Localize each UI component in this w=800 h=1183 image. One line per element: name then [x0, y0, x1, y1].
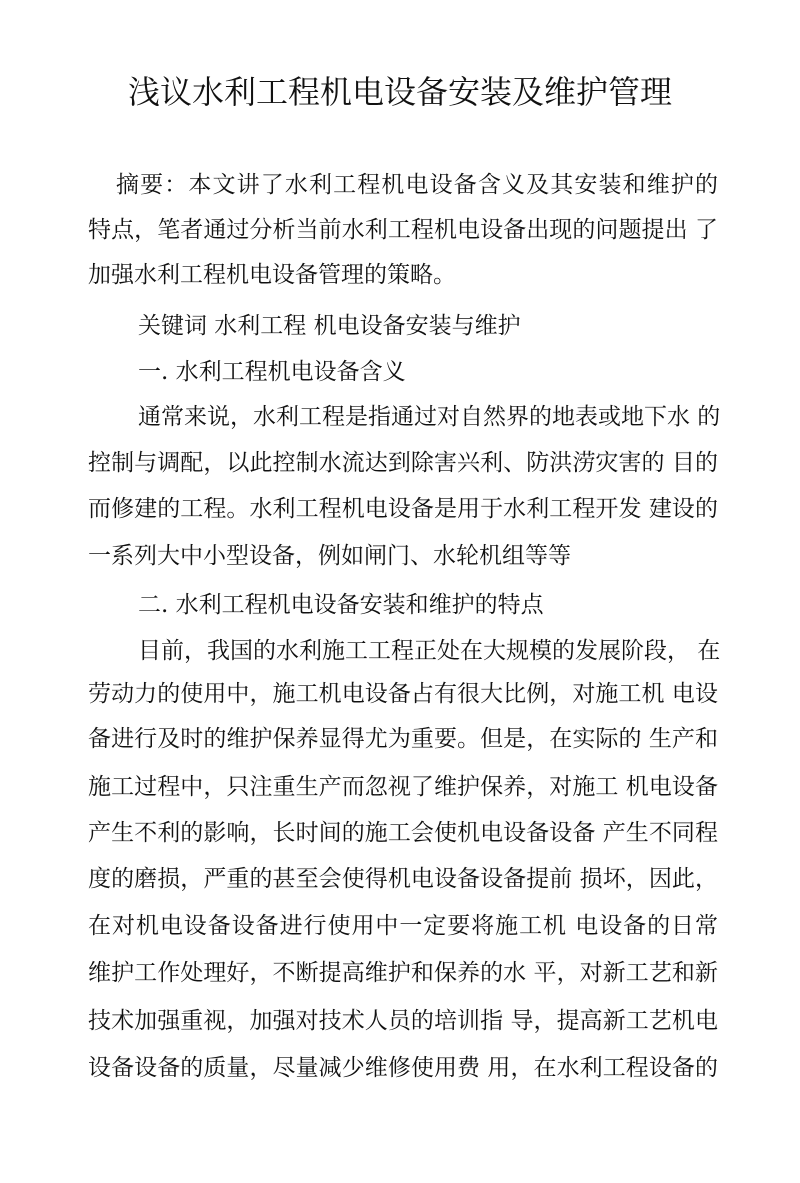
paragraph-line: 维护工作处理好，不断提高维护和保养的水 平，对新工艺和新: [88, 960, 718, 986]
paragraph-line: 备进行及时的维护保养显得尤为重要。但是，在实际的 生产和: [88, 726, 718, 752]
section-heading: 二. 水利工程机电设备安装和维护的特点: [138, 592, 544, 618]
paragraph-line: 在对机电设备设备进行使用中一定要将施工机 电设备的日常: [88, 913, 718, 939]
keywords-line: 关键词 水利工程 机电设备安装与维护: [138, 313, 521, 339]
paragraph-line: 一系列大中小型设备，例如闸门、水轮机组等等: [88, 543, 571, 569]
paragraph-line: 控制与调配，以此控制水流达到除害兴利、防洪涝灾害的 目的: [88, 450, 718, 476]
abstract-line: 加强水利工程机电设备管理的策略。: [88, 262, 456, 288]
page-title: 浅议水利工程机电设备安装及维护管理: [127, 73, 672, 111]
section-heading: 一. 水利工程机电设备含义: [138, 359, 406, 385]
paragraph-line: 度的磨损，严重的甚至会使得机电设备设备提前 损坏，因此，: [88, 866, 718, 892]
paragraph-line: 产生不利的影响，长时间的施工会使机电设备设备 产生不同程: [88, 820, 718, 846]
paragraph-line: 技术加强重视，加强对技术人员的培训指 导，提高新工艺机电: [88, 1008, 718, 1034]
paragraph-line: 通常来说，水利工程是指通过对自然界的地表或地下水 的: [138, 404, 721, 430]
paragraph-line: 而修建的工程。水利工程机电设备是用于水利工程开发 建设的: [88, 496, 718, 522]
paragraph-line: 施工过程中，只注重生产而忽视了维护保养，对施工 机电设备: [88, 774, 718, 800]
paragraph-line: 劳动力的使用中，施工机电设备占有很大比例，对施工机 电设: [88, 681, 718, 707]
paragraph-line: 设备设备的质量，尽量减少维修使用费 用，在水利工程设备的: [88, 1055, 718, 1081]
paragraph-line: 目前，我国的水利施工工程正处在大规模的发展阶段， 在: [138, 638, 721, 664]
abstract-line: 特点，笔者通过分析当前水利工程机电设备出现的问题提出 了: [88, 217, 718, 243]
abstract-line: 摘要：本文讲了水利工程机电设备含义及其安装和维护的: [116, 172, 718, 198]
